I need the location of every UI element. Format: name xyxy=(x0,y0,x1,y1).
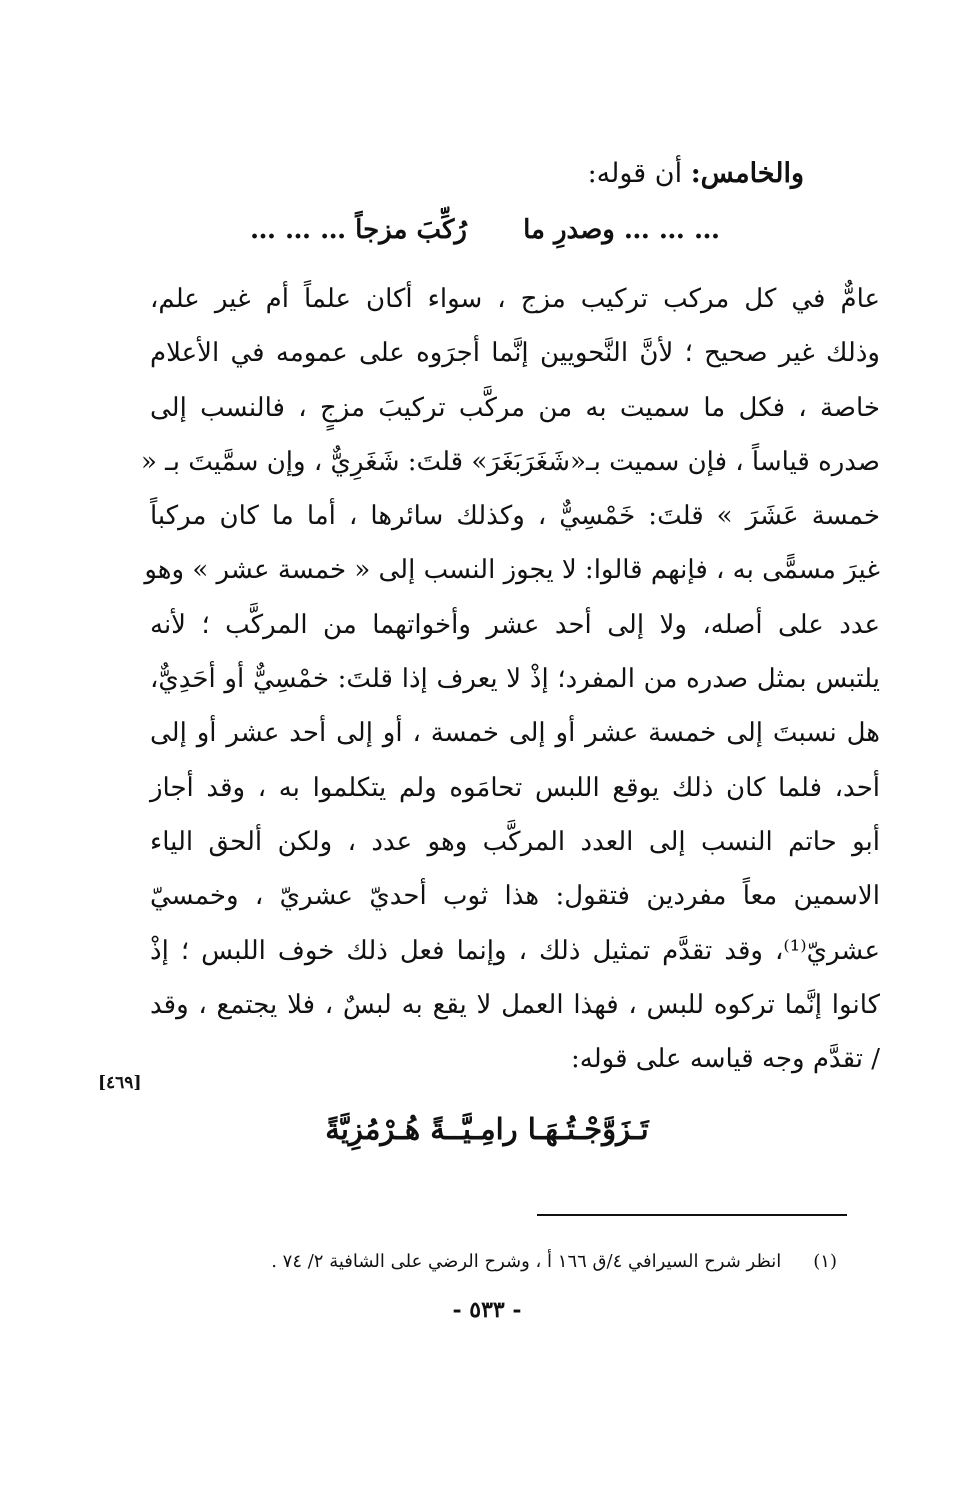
footnote xyxy=(271,1251,837,1272)
manuscript-folio-reference: [٤٦٩] xyxy=(98,1073,142,1093)
text-line: غيرَ مسمًّى به ، فإنهم قالوا: لا يجوز النسب إلى « خمسة عشر » وهو xyxy=(144,555,880,586)
text-line: خمسة عَشَرَ » قلتَ: خَمْسِيٌّ ، وكذلك سائرها ، أما ما كان مركباً xyxy=(150,501,880,532)
verse-hemistich-right: … … … وصدرِ ما xyxy=(523,215,720,245)
heading-rest: أن قوله: xyxy=(587,158,691,189)
text-line: يلتبس بمثل صدره من المفرد؛ إذْ لا يعرف إذا قلتَ: خمْسِيٌّ أو أحَدِيٌّ، xyxy=(150,664,880,695)
text-line: / تقدَّم وجه قياسه على قوله: xyxy=(571,1044,880,1075)
heading-lead: والخامس: xyxy=(690,158,804,189)
quoted-verse-2: تَـزَوَّجْـتُـهَـا رامِـيَّــةً هُـرْمُزِيَّةً xyxy=(325,1112,649,1146)
text-line: عامٌّ في كل مركب تركيب مزج ، سواء أكان علماً أم غير علم، xyxy=(150,284,880,314)
footnote-text: انظر شرح السيرافي ٤/ق ١٦٦ أ ، وشرح الرضي على الشافية ٢/ ٧٤ . xyxy=(271,1251,782,1272)
text-line: وذلك غير صحيح ؛ لأنَّ النَّحويين إنَّما أجرَوه على عمومه في الأعلام xyxy=(150,338,880,369)
text-line: أحد، فلما كان ذلك يوقع اللبس تحامَوه ولم يتكلموا به ، وقد أجاز xyxy=(150,772,880,803)
footnote-separator xyxy=(537,1214,847,1216)
text-line: خاصة ، فكل ما سميت به من مركَّب تركيبَ مزجٍ ، فالنسب إلى xyxy=(150,392,880,423)
text-line: كانوا إنَّما تركوه للبس ، فهذا العمل لا يقع به لبسٌ ، فلا يجتمع ، وقد xyxy=(150,989,880,1020)
text-line: عدد على أصله، ولا إلى أحد عشر وأخواتهما من المركَّب ؛ لأنه xyxy=(150,609,880,640)
text-line: هل نسبتَ إلى خمسة عشر أو إلى خمسة ، أو إلى أحد عشر أو إلى xyxy=(150,718,880,749)
text-line: الاسمين معاً مفردين فتقول: هذا ثوب أحديّ عشريّ ، وخمسيّ xyxy=(150,881,880,912)
footnote-number: (١) xyxy=(813,1251,837,1272)
body-text xyxy=(140,272,880,1086)
section-heading xyxy=(588,158,804,189)
text-line: صدره قياساً ، فإن سميت بـ«شَغَرَبَغَرَ» قلتَ: شَغَرِيٌّ ، وإن سمَّيتَ بـ « xyxy=(140,446,880,477)
verse-hemistich-left: رُكِّبَ مزجاً … … … xyxy=(250,215,467,245)
text-line: عشريّ⁽¹⁾، وقد تقدَّم تمثيل ذلك ، وإنما فعل ذلك خوف اللبس ؛ إذْ xyxy=(150,935,880,966)
page-number: - ٥٣٣ - xyxy=(452,1297,522,1323)
text-line: أبو حاتم النسب إلى العدد المركَّب وهو عدد ، ولكن ألحق الياء xyxy=(150,826,880,857)
